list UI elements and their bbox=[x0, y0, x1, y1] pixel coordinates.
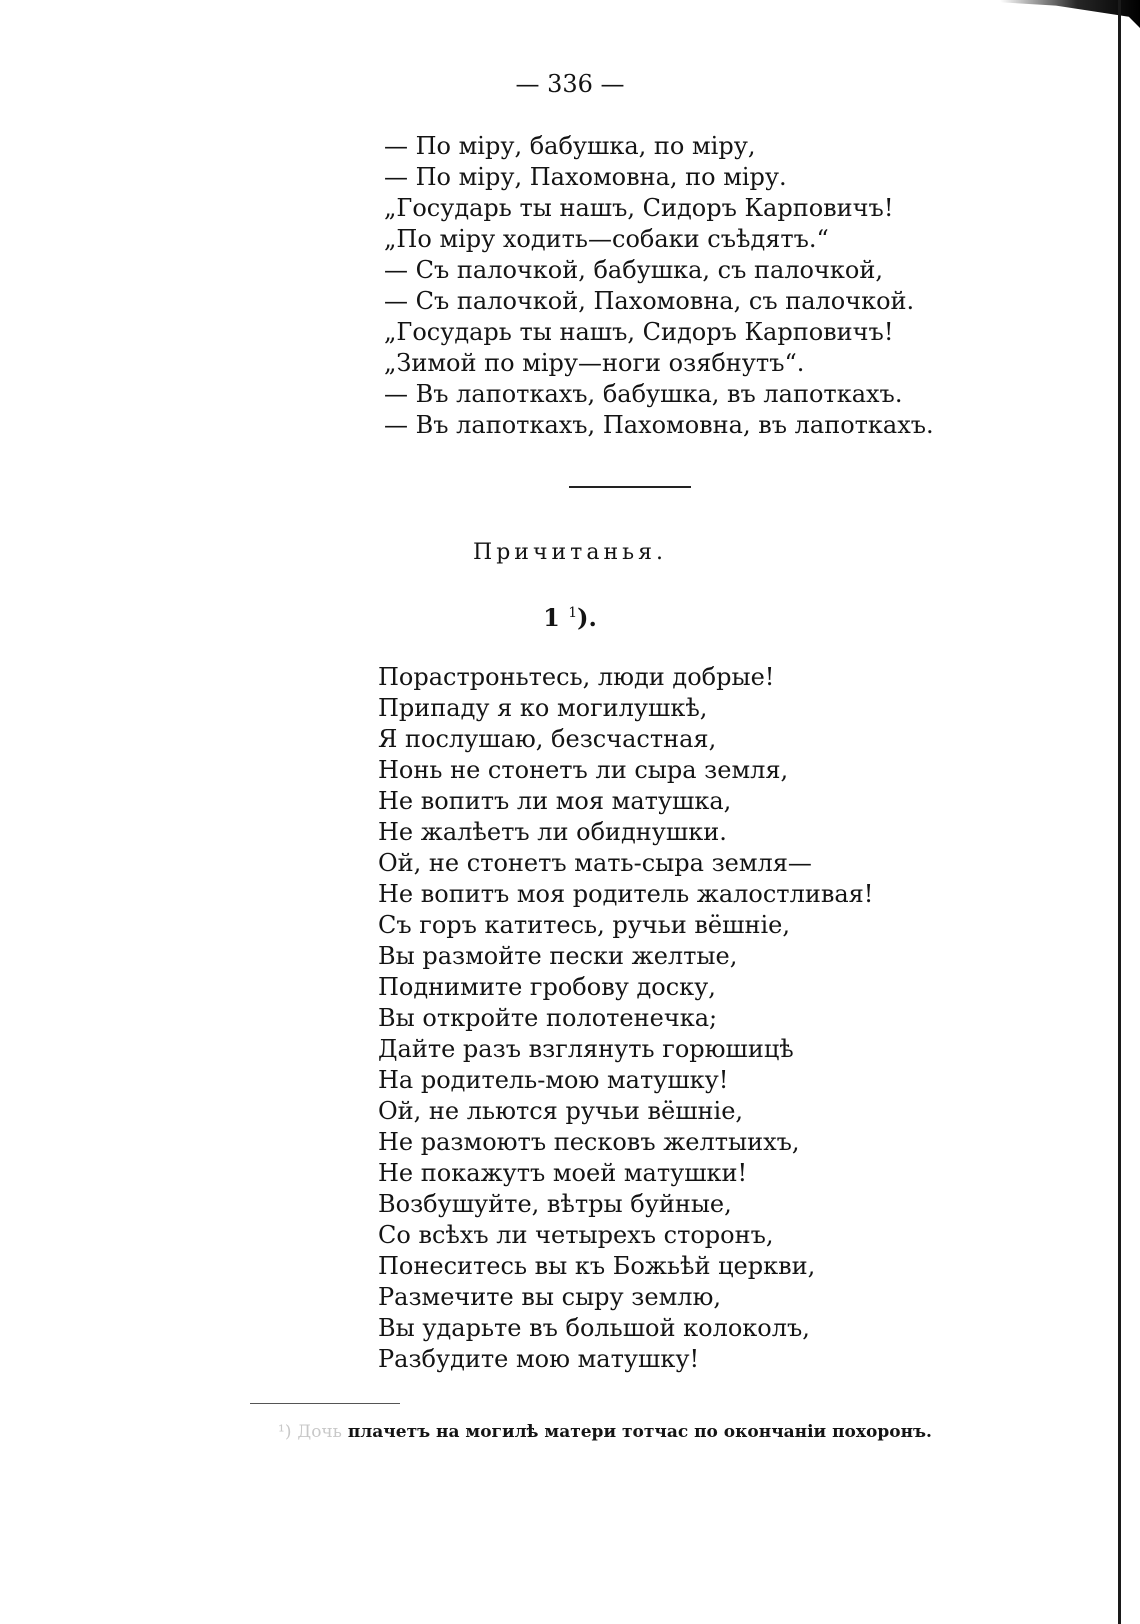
poem-line: Съ горъ катитесь, ручьи вёшніе, bbox=[378, 911, 790, 939]
footnote-marker: ¹) bbox=[278, 1422, 292, 1442]
poem-number-suffix: ). bbox=[577, 603, 597, 632]
poem-line: Вы размойте пески желтые, bbox=[378, 942, 738, 970]
verse-line: „Государь ты нашъ, Сидоръ Карповичъ! bbox=[384, 318, 894, 346]
verse-continuation bbox=[384, 131, 934, 441]
footnote-reference: 1 bbox=[568, 605, 578, 621]
poem-line: Вы ударьте въ большой колоколъ, bbox=[378, 1314, 810, 1342]
footnote-faint-words: Дочь bbox=[297, 1422, 342, 1442]
poem-line: Не вопитъ ли моя матушка, bbox=[378, 787, 732, 815]
poem-line: Вы откройте полотенечка; bbox=[378, 1004, 718, 1032]
poem-line: Не покажутъ моей матушки! bbox=[378, 1159, 748, 1187]
poem-line: Не размоютъ песковъ желтыихъ, bbox=[378, 1128, 800, 1156]
poem-line: Не вопитъ моя родитель жалостливая! bbox=[378, 880, 874, 908]
poem-line: Дайте разъ взглянуть горюшицѣ bbox=[378, 1035, 794, 1063]
verse-line: — Въ лапоткахъ, бабушка, въ лапоткахъ. bbox=[384, 380, 903, 408]
footnote bbox=[278, 1422, 932, 1442]
lament-poem bbox=[378, 662, 873, 1375]
section-divider bbox=[569, 486, 691, 488]
verse-line: „Зимой по міру—ноги озябнутъ“. bbox=[384, 349, 805, 377]
poem-line: Не жалѣетъ ли обиднушки. bbox=[378, 818, 727, 846]
poem-number-value: 1 bbox=[543, 603, 560, 632]
verse-line: — По міру, бабушка, по міру, bbox=[384, 132, 756, 160]
poem-line: Припаду я ко могилушкѣ, bbox=[378, 694, 708, 722]
poem-line: Возбушуйте, вѣтры буйные, bbox=[378, 1190, 732, 1218]
verse-line: „По міру ходить—собаки съѣдятъ.“ bbox=[384, 225, 829, 253]
verse-line: — Съ палочкой, Пахомовна, съ палочкой. bbox=[384, 287, 915, 315]
verse-line: — Съ палочкой, бабушка, съ палочкой, bbox=[384, 256, 883, 284]
poem-line: Я послушаю, безсчастная, bbox=[378, 725, 717, 753]
verse-line: — По міру, Пахомовна, по міру. bbox=[384, 163, 787, 191]
scan-page-edge bbox=[1118, 0, 1121, 1624]
poem-line: Со всѣхъ ли четырехъ сторонъ, bbox=[378, 1221, 774, 1249]
poem-line: Разбудите мою матушку! bbox=[378, 1345, 700, 1373]
poem-line: Понеситесь вы къ Божьѣй церкви, bbox=[378, 1252, 816, 1280]
poem-line: Поднимите гробову доску, bbox=[378, 973, 716, 1001]
poem-line: Размечите вы сыру землю, bbox=[378, 1283, 722, 1311]
poem-line: Нонь не стонетъ ли сыра земля, bbox=[378, 756, 789, 784]
footnote-text: плачетъ на могилѣ матери тотчас по окончаніи похоронъ. bbox=[347, 1422, 932, 1442]
poem-line: Порастроньтесь, люди добрые! bbox=[378, 663, 775, 691]
verse-line: — Въ лапоткахъ, Пахомовна, въ лапоткахъ. bbox=[384, 411, 934, 439]
section-title: Причитанья. bbox=[473, 540, 667, 565]
poem-number bbox=[0, 603, 1140, 632]
poem-line: Ой, не льются ручьи вёшніе, bbox=[378, 1097, 744, 1125]
poem-line: На родитель-мою матушку! bbox=[378, 1066, 729, 1094]
verse-line: „Государь ты нашъ, Сидоръ Карповичъ! bbox=[384, 194, 894, 222]
poem-line: Ой, не стонетъ мать-сыра земля— bbox=[378, 849, 812, 877]
page-number: — 336 — bbox=[515, 70, 625, 98]
footnote-divider bbox=[250, 1403, 400, 1404]
